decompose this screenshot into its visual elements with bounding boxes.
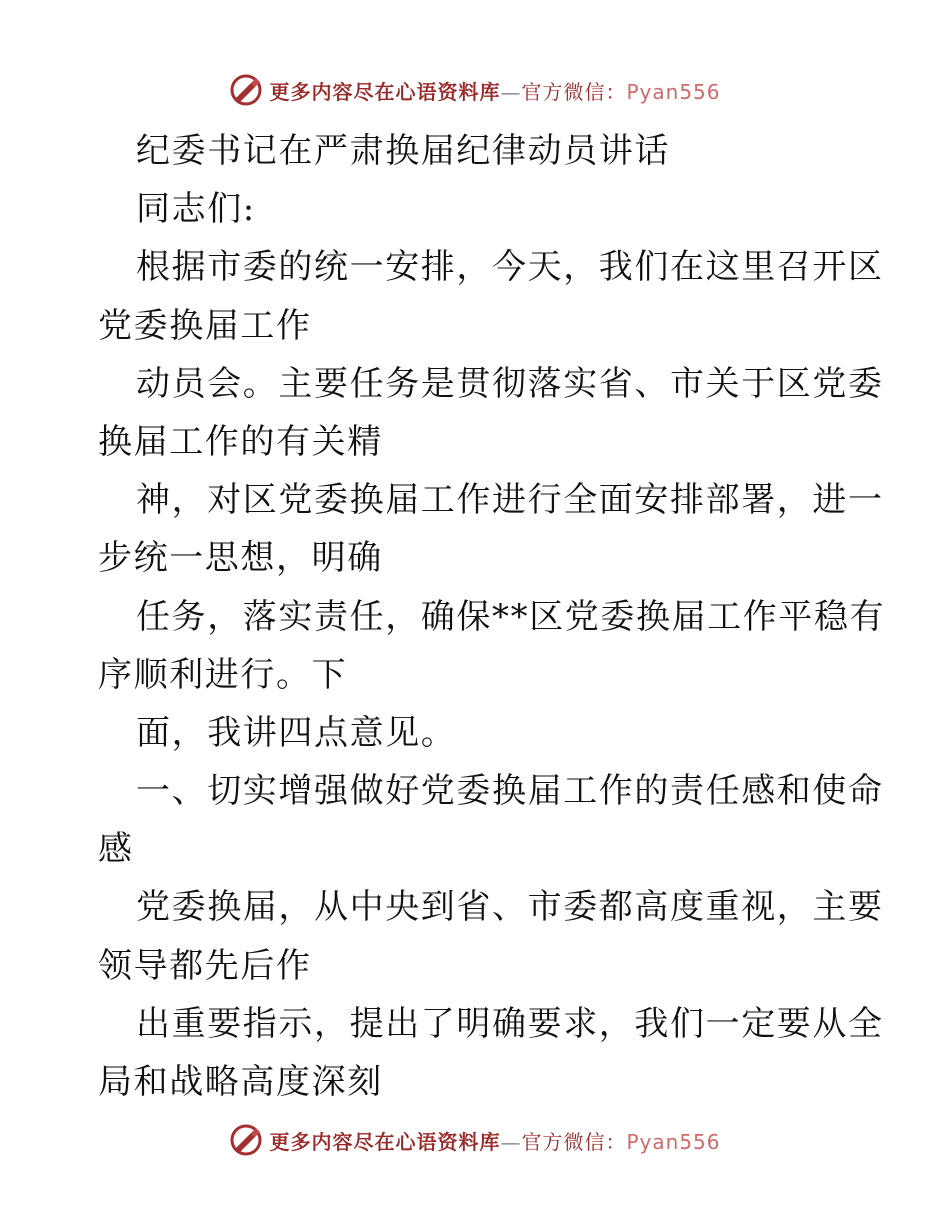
document-line: 面，我讲四点意见。 <box>136 712 457 753</box>
watermark-site: 更多内容尽在心语资料库 <box>269 79 501 104</box>
pen-logo-icon <box>229 73 263 107</box>
watermark-text <box>269 1126 720 1155</box>
document-line: 局和战略高度深刻 <box>98 1062 383 1102</box>
document-line: 任务，落实责任，确保**区党委换届工作平稳有 <box>136 596 886 637</box>
watermark-text <box>269 76 720 105</box>
document-line: 感 <box>98 829 134 870</box>
pen-logo-icon <box>229 1123 263 1157</box>
document-line: 神，对区党委换届工作进行全面安排部署，进一 <box>136 480 884 521</box>
document-line: 一、切实增强做好党委换届工作的责任感和使命 <box>136 771 884 812</box>
watermark-separator: — <box>500 79 522 104</box>
watermark-separator: — <box>500 1129 522 1154</box>
watermark-account: Pyan556 <box>626 1129 721 1154</box>
document-body <box>98 122 886 1111</box>
document-line: 同志们: <box>136 189 256 230</box>
watermark-account: Pyan556 <box>626 79 721 104</box>
document-line: 换届工作的有关精 <box>98 421 383 462</box>
watermark-site: 更多内容尽在心语资料库 <box>269 1129 501 1154</box>
document-line: 出重要指示，提出了明确要求，我们一定要从全 <box>136 1003 884 1044</box>
footer-watermark <box>0 1120 950 1160</box>
document-line: 领导都先后作 <box>98 945 312 986</box>
document-line: 动员会。主要任务是贯彻落实省、市关于区党委 <box>136 363 884 404</box>
header-watermark <box>0 70 950 110</box>
watermark-wechat-label: 官方微信： <box>521 79 627 104</box>
document-line: 根据市委的统一安排，今天，我们在这里召开区 <box>136 247 884 288</box>
document-line: 纪委书记在严肃换届纪律动员讲话 <box>136 131 670 171</box>
document-line: 步统一思想，明确 <box>98 538 383 579</box>
watermark-wechat-label: 官方微信： <box>521 1129 627 1154</box>
document-line: 党委换届工作 <box>98 305 312 346</box>
document-line: 序顺利进行。下 <box>98 654 348 695</box>
document-line: 党委换届，从中央到省、市委都高度重视，主要 <box>136 887 884 928</box>
